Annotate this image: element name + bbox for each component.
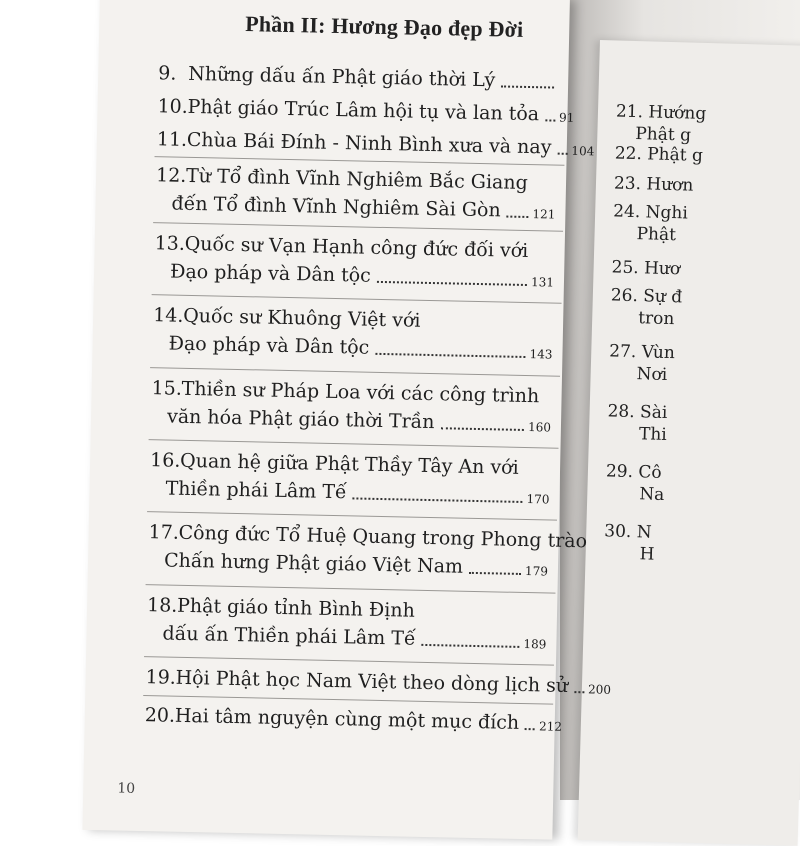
entry-page: 104 (571, 143, 595, 159)
toc-entry-13 (154, 229, 555, 293)
entry-title: Những dấu ấn Phật giáo thời Lý (188, 62, 496, 92)
dot-leader (375, 353, 525, 358)
entry-number: 11. (156, 128, 188, 151)
dot-leader (545, 119, 555, 121)
entry-title: Hai tâm nguyện cùng một mục đích (174, 704, 520, 734)
right-page-line: 27. Vùn (609, 341, 676, 364)
entry-number: 10. (157, 95, 189, 118)
toc-entry-15 (151, 374, 552, 438)
right-page-line: tron (637, 308, 675, 330)
page-number: 10 (117, 780, 136, 797)
right-page-line: 22. Phật g (614, 143, 704, 166)
entry-title: Quan hệ giữa Phật Thầy Tây An với (179, 449, 519, 479)
entry-title: Hội Phật học Nam Việt theo dòng lịch sử (175, 666, 569, 697)
toc-entry-18 (146, 591, 547, 655)
entry-title-cont: Thiền phái Lâm Tế (165, 477, 347, 504)
entry-page: 160 (527, 420, 552, 435)
toc-entry-11 (156, 125, 595, 161)
entry-number: 20. (144, 704, 176, 727)
entry-page: 189 (523, 637, 547, 652)
entry-number: 18. (146, 594, 178, 617)
right-page-line: 25. Hươ (611, 257, 681, 280)
entry-page: 170 (526, 492, 550, 507)
left-page (82, 0, 612, 840)
dot-leader (574, 691, 584, 693)
entry-page: 212 (538, 719, 563, 734)
entry-title-cont: Chấn hưng Phật giáo Việt Nam (163, 549, 464, 578)
entry-title: Phật giáo tỉnh Bình Định (176, 594, 416, 622)
entry-title: Chùa Bái Đính - Ninh Bình xưa và nay (186, 128, 552, 159)
toc-entry-20 (144, 701, 563, 737)
entry-title: Từ Tổ đình Vĩnh Nghiêm Bắc Giang (185, 164, 528, 194)
dot-leader (525, 728, 535, 730)
entry-title-cont: văn hóa Phật giáo thời Trần (166, 405, 435, 434)
right-page-line: Nơi (636, 364, 668, 386)
entry-title-cont: Đạo pháp và Dân tộc (169, 260, 372, 287)
right-page-line: Thi (638, 424, 668, 446)
toc-entry-19 (145, 663, 612, 699)
right-page-line: Phật (636, 224, 677, 246)
right-page-line: 24. Nghi (612, 201, 689, 224)
entry-number: 13. (154, 232, 186, 255)
dot-leader (440, 427, 524, 431)
right-page-line: 23. Hươn (613, 173, 694, 196)
toc-entry-9 (158, 59, 558, 95)
right-page-line: 29. Cô (605, 461, 662, 483)
toc-entry-14 (152, 301, 553, 365)
dot-leader (469, 572, 521, 575)
entry-page: 143 (529, 347, 553, 362)
entry-title-cont: Đạo pháp và Dân tộc (168, 332, 370, 359)
entry-title-cont: đến Tổ đình Vĩnh Nghiêm Sài Gòn (171, 192, 501, 222)
right-page-line: H (639, 544, 655, 565)
toc-entry-10 (157, 92, 575, 128)
entry-number: 17. (148, 521, 180, 544)
entry-title: Thiền sư Pháp Loa với các công trình (181, 377, 540, 408)
dot-leader (422, 644, 520, 648)
entry-page: 91 (558, 110, 575, 125)
entry-title: Công đức Tổ Huệ Quang trong Phong trào (178, 521, 588, 553)
section-title: Phần II: Hương Đạo đẹp Đời (245, 11, 524, 42)
right-page-line: 28. Sài (607, 401, 668, 424)
dot-leader (353, 497, 523, 503)
entry-number: 19. (145, 666, 177, 689)
toc-entry-17 (148, 518, 588, 582)
entry-title: Phật giáo Trúc Lâm hội tụ và lan tỏa (187, 95, 540, 126)
entry-page: 179 (524, 564, 549, 579)
entry-page: 121 (532, 207, 556, 222)
right-page-line: Na (639, 484, 665, 505)
dot-leader (377, 281, 527, 286)
right-page-line: Phật g (635, 124, 692, 146)
right-page-line: 21. Hướng (615, 101, 707, 124)
entry-number: 14. (152, 304, 184, 327)
entry-page: 131 (530, 275, 555, 290)
right-page-line: 30. N (604, 521, 652, 543)
entry-title: Quốc sư Khuông Việt với (182, 304, 421, 332)
entry-title-cont: dấu ấn Thiền phái Lâm Tế (162, 622, 416, 650)
right-page (578, 40, 800, 846)
dot-leader (507, 216, 529, 218)
entry-number: 15. (151, 377, 183, 400)
entry-title: Quốc sư Vạn Hạnh công đức đối với (184, 232, 529, 263)
toc-entry-16 (149, 446, 550, 510)
entry-number: 16. (149, 449, 181, 472)
right-page-line: 26. Sự đ (610, 285, 683, 308)
entry-page: 200 (587, 682, 612, 697)
toc-entry-12 (155, 161, 556, 225)
entry-number: 12. (155, 164, 187, 187)
dot-leader (501, 85, 554, 88)
entry-number: 9. (158, 62, 177, 85)
dot-leader (557, 153, 567, 155)
